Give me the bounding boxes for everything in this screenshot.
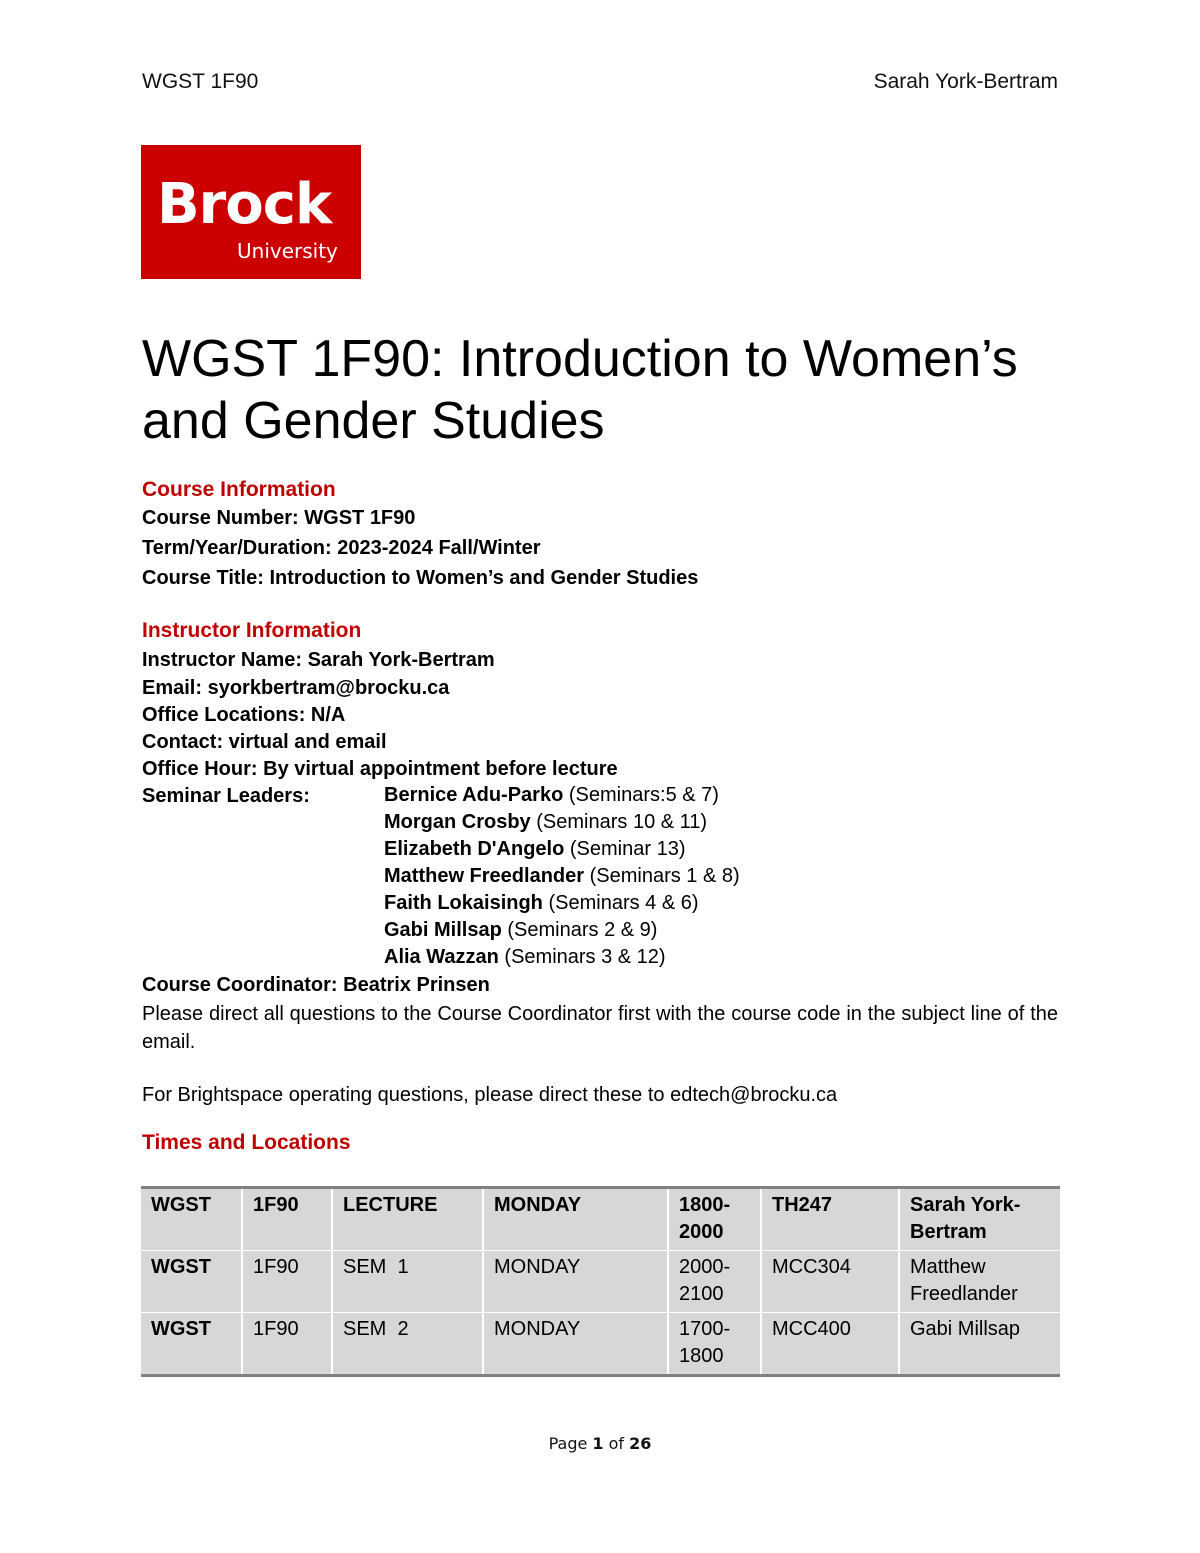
office-hour-value: By virtual appointment before lecture xyxy=(263,758,618,780)
email-line xyxy=(142,675,449,701)
course-title-label: Course Title: xyxy=(142,567,264,589)
times-locations-table xyxy=(141,1186,1060,1377)
leader-seminars: (Seminar 13) xyxy=(569,838,686,860)
leader-seminars: (Seminars 2 & 9) xyxy=(507,919,658,941)
course-information-heading: Course Information xyxy=(142,478,336,501)
instructor-information-heading: Instructor Information xyxy=(142,619,362,642)
table-cell: MCC304 xyxy=(761,1251,899,1313)
email-value[interactable]: syorkbertram@brocku.ca xyxy=(207,677,450,699)
table-cell: 1700-1800 xyxy=(668,1313,761,1376)
document-title: WGST 1F90: Introduction to Women’s and Gender Studies xyxy=(142,330,1018,450)
table-cell: WGST xyxy=(141,1188,242,1251)
instructor-name-value: Sarah York-Bertram xyxy=(307,649,495,671)
leader-seminars: (Seminars 10 & 11) xyxy=(536,811,708,833)
page-total: 26 xyxy=(629,1434,652,1453)
office-line xyxy=(142,702,345,728)
table-cell: Sarah York-Bertram xyxy=(899,1188,1060,1251)
table-cell: WGST xyxy=(141,1251,242,1313)
table-cell: MCC400 xyxy=(761,1313,899,1376)
leader-name: Matthew Freedlander xyxy=(384,865,585,887)
contact-line xyxy=(142,729,387,755)
seminar-leaders-list xyxy=(384,782,740,971)
table-cell: 1F90 xyxy=(242,1251,332,1313)
leader-seminars: (Seminars 4 & 6) xyxy=(548,892,699,914)
table-cell: 1800-2000 xyxy=(668,1188,761,1251)
table-row xyxy=(141,1188,1060,1251)
office-label: Office Locations: xyxy=(142,704,306,726)
table-cell: Gabi Millsap xyxy=(899,1313,1060,1376)
logo-subtitle: University xyxy=(237,239,338,263)
brock-university-logo xyxy=(141,145,361,279)
table-cell: WGST xyxy=(141,1313,242,1376)
page-number: 1 xyxy=(592,1434,604,1453)
table-cell: MONDAY xyxy=(483,1251,668,1313)
course-title-line xyxy=(142,565,698,591)
office-value: N/A xyxy=(310,704,346,726)
leader-seminars: (Seminars 3 & 12) xyxy=(504,946,666,968)
seminar-leader xyxy=(384,863,740,890)
table-cell: 1F90 xyxy=(242,1188,332,1251)
table-cell: SEM 2 xyxy=(332,1313,483,1376)
contact-label: Contact: xyxy=(142,731,224,753)
seminar-leader xyxy=(384,782,740,809)
course-number-value: WGST 1F90 xyxy=(304,507,416,529)
term-label: Term/Year/Duration: xyxy=(142,537,332,559)
instructor-name-line xyxy=(142,647,495,673)
of-label: of xyxy=(608,1434,625,1453)
direct-questions-note: Please direct all questions to the Course Coordinator first with the course code in the subject line of the email. xyxy=(142,1003,1058,1053)
leader-name: Elizabeth D'Angelo xyxy=(384,838,565,860)
table-cell: 1F90 xyxy=(242,1313,332,1376)
seminar-leader xyxy=(384,917,740,944)
instructor-name-label: Instructor Name: xyxy=(142,649,303,671)
times-locations-heading: Times and Locations xyxy=(142,1131,351,1154)
seminar-leader xyxy=(384,890,740,917)
table-row xyxy=(141,1313,1060,1376)
leader-name: Gabi Millsap xyxy=(384,919,502,941)
table-cell: LECTURE xyxy=(332,1188,483,1251)
term-value: 2023-2024 Fall/Winter xyxy=(337,537,541,559)
seminar-leader xyxy=(384,944,740,971)
seminar-leader xyxy=(384,809,740,836)
office-hour-label: Office Hour: xyxy=(142,758,258,780)
course-number-line xyxy=(142,505,415,531)
leader-name: Morgan Crosby xyxy=(384,811,531,833)
leader-name: Faith Lokaisingh xyxy=(384,892,543,914)
leader-seminars: (Seminars:5 & 7) xyxy=(568,784,719,806)
table-cell: MONDAY xyxy=(483,1313,668,1376)
coordinator-value: Beatrix Prinsen xyxy=(343,974,490,996)
header-author: Sarah York-Bertram xyxy=(873,70,1058,93)
table-cell: TH247 xyxy=(761,1188,899,1251)
course-coordinator-line xyxy=(142,972,490,998)
table-cell: 2000-2100 xyxy=(668,1251,761,1313)
table-cell: MONDAY xyxy=(483,1188,668,1251)
term-line xyxy=(142,535,541,561)
course-number-label: Course Number: xyxy=(142,507,299,529)
page-footer xyxy=(0,1434,1200,1453)
email-label: Email: xyxy=(142,677,203,699)
leader-seminars: (Seminars 1 & 8) xyxy=(589,865,740,887)
leader-name: Alia Wazzan xyxy=(384,946,499,968)
seminar-leader xyxy=(384,836,740,863)
header-course-code: WGST 1F90 xyxy=(142,70,259,93)
contact-value: virtual and email xyxy=(228,731,387,753)
coordinator-label: Course Coordinator: xyxy=(142,974,338,996)
table-cell: Matthew Freedlander xyxy=(899,1251,1060,1313)
office-hour-line xyxy=(142,756,618,782)
table-row xyxy=(141,1251,1060,1313)
brightspace-note: For Brightspace operating questions, please direct these to edtech@brocku.ca xyxy=(142,1084,838,1106)
page-label: Page xyxy=(548,1434,588,1453)
course-title-value: Introduction to Women’s and Gender Studies xyxy=(269,567,699,589)
seminar-leaders-label: Seminar Leaders: xyxy=(142,785,310,807)
leader-name: Bernice Adu-Parko xyxy=(384,784,564,806)
logo-wordmark: Brock xyxy=(157,172,332,237)
table-cell: SEM 1 xyxy=(332,1251,483,1313)
